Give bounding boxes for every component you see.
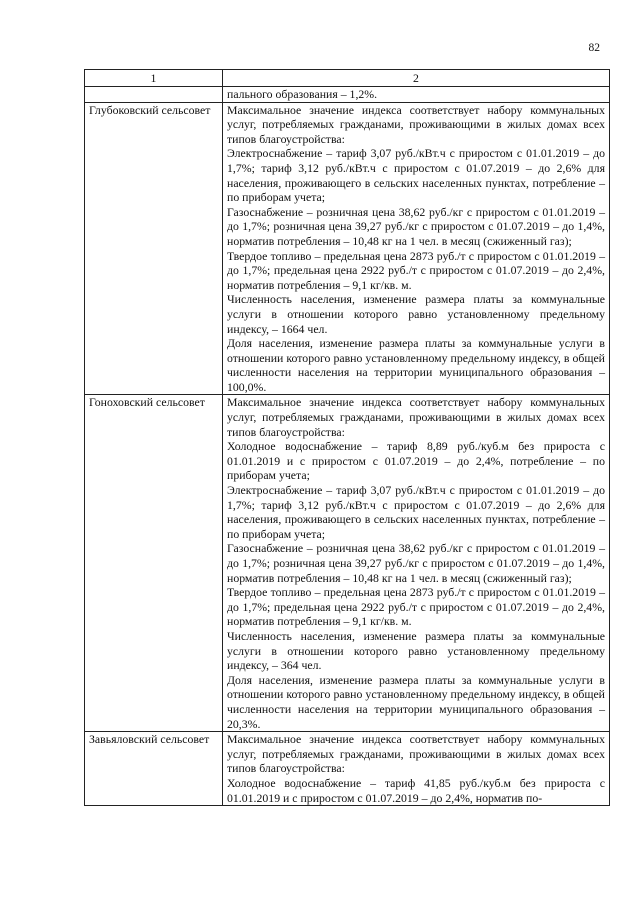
- paragraph: Максимальное значение индекса соответствует набору коммунальных услуг, потребляемых гражданами, проживающими в жилых домах всех типов благоустройства:: [227, 102, 605, 146]
- description-cell: [223, 87, 610, 103]
- paragraph: Электроснабжение – тариф 3,07 руб./кВт.ч с приростом с 01.01.2019 – до 1,7%; тариф 3,12 руб./кВт.ч с приростом с 01.07.2019 – до 2,6% для населения, проживающего в сельских населенных пунктах, потребление – по приборам учета;: [227, 483, 605, 541]
- municipality-cell: Глубоковский сельсовет: [85, 102, 223, 395]
- paragraph: Доля населения, изменение размера платы за коммунальные услуги в отношении которого равно установленному предельному индексу, в общей численности населения на территории муниципального образования – 100,0%.: [227, 336, 605, 394]
- paragraph: пального образования – 1,2%.: [227, 87, 378, 101]
- paragraph: Газоснабжение – розничная цена 38,62 руб./кг с приростом с 01.01.2019 – до 1,7%; розничная цена 39,27 руб./кг с приростом с 01.07.2019 – до 1,4%, норматив потребления – 10,48 кг на 1 чел. в месяц (сжиженный газ);: [227, 204, 605, 248]
- paragraph: Максимальное значение индекса соответствует набору коммунальных услуг, потребляемых гражданами, проживающими в жилых домах всех типов благоустройства:: [227, 395, 605, 439]
- paragraph: Твердое топливо – предельная цена 2873 руб./т с приростом с 01.01.2019 – до 1,7%; предельная цена 2922 руб./т с приростом с 01.07.2019 – до 2,4%, норматив потребления – 9,1 кг/кв. м.: [227, 248, 605, 292]
- table-row: [85, 732, 610, 806]
- paragraph: Электроснабжение – тариф 3,07 руб./кВт.ч с приростом с 01.01.2019 – до 1,7%; тариф 3,12 руб./кВт.ч с приростом с 01.07.2019 – до 2,6% для населения, проживающего в сельских населенных пунктах, потребление – по приборам учета;: [227, 146, 605, 205]
- description-cell: [223, 732, 610, 806]
- table-row: [85, 87, 610, 103]
- paragraph: Газоснабжение – розничная цена 38,62 руб./кг с приростом с 01.01.2019 – до 1,7%; розничная цена 39,27 руб./кг с приростом с 01.07.2019 – до 1,4%, норматив потребления – 10,48 кг на 1 чел. в месяц (сжиженный газ);: [227, 541, 605, 585]
- paragraph: Холодное водоснабжение – тариф 8,89 руб./куб.м без прироста с 01.01.2019 и с приростом с 01.07.2019 – до 2,4%, потребление – по приборам учета;: [227, 439, 605, 483]
- paragraph: Численность населения, изменение размера платы за коммунальные услуги в отношении которого равно установленному предельному индексу, – 364 чел.: [227, 628, 605, 673]
- municipality-cell: Завьяловский сельсовет: [85, 732, 223, 806]
- paragraph: Доля населения, изменение размера платы за коммунальные услуги в отношении которого равно установленному предельному индексу, в общей численности населения на территории муниципального образования – 20,3%.: [227, 672, 605, 731]
- description-cell: [223, 395, 610, 732]
- tariff-table: [84, 69, 610, 806]
- paragraph: Численность населения, изменение размера платы за коммунальные услуги в отношении которого равно установленному предельному индексу, – 1664 чел.: [227, 292, 605, 336]
- paragraph: Холодное водоснабжение – тариф 41,85 руб./куб.м без прироста с 01.01.2019 и с приростом с 01.07.2019 – до 2,4%, норматив по-: [227, 775, 605, 805]
- municipality-cell: Гоноховский сельсовет: [85, 395, 223, 732]
- description-cell: [223, 102, 610, 395]
- municipality-cell: [85, 87, 223, 103]
- column-header-1: 1: [85, 70, 223, 87]
- paragraph: Твердое топливо – предельная цена 2873 руб./т с приростом с 01.01.2019 – до 1,7%; предельная цена 2922 руб./т с приростом с 01.07.2019 – до 2,4%, норматив потребления – 9,1 кг/кв. м.: [227, 585, 605, 629]
- table-row: [85, 102, 610, 395]
- page-number: 82: [588, 42, 600, 54]
- table-header-row: [85, 70, 610, 87]
- paragraph: Максимальное значение индекса соответствует набору коммунальных услуг, потребляемых гражданами, проживающими в жилых домах всех типов благоустройства:: [227, 732, 605, 776]
- table-row: [85, 395, 610, 732]
- column-header-2: 2: [223, 70, 610, 87]
